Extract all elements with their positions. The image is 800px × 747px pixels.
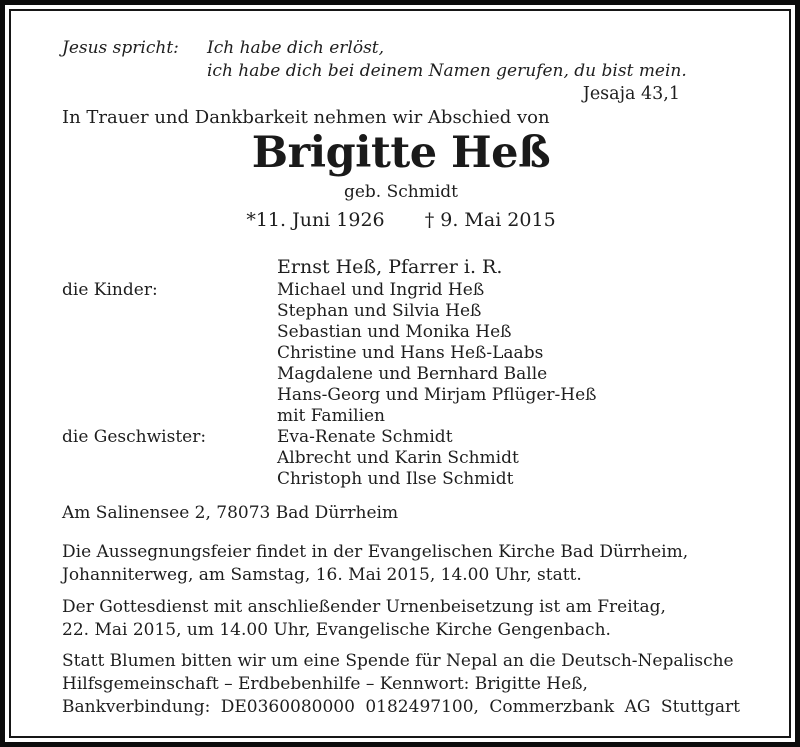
mourner-row [62, 280, 740, 301]
mourner-label [62, 343, 277, 364]
mourner-name: Sebastian und Monika Heß [277, 322, 512, 342]
burial-paragraph [62, 596, 740, 642]
mourner-label [62, 254, 277, 280]
burial-line-2: 22. Mai 2015, um 14.00 Uhr, Evangelische Kirche Gengenbach. [62, 620, 611, 640]
mourner-name: mit Familien [277, 406, 386, 426]
mourner-row [62, 385, 740, 406]
quote-lines [207, 37, 687, 83]
quote-source-reference: Jesaja 43,1 [582, 84, 680, 104]
family-address: Am Salinensee 2, 78073 Bad Dürrheim [62, 503, 399, 523]
deceased-name: Brigitte Heß [251, 128, 551, 178]
mourner-name: Christoph und Ilse Schmidt [277, 469, 514, 489]
inner-border-frame [9, 9, 791, 738]
service-paragraph [62, 541, 740, 587]
bank-details-line: Bankverbindung: DE0360080000 0182497100, Commerzbank AG Stuttgart [62, 697, 740, 717]
mourner-label [62, 469, 277, 490]
life-dates [62, 209, 740, 232]
frame-white-gap [5, 5, 795, 742]
mourner-label [62, 364, 277, 385]
service-line-1: Die Aussegnungsfeier findet in der Evangelischen Kirche Bad Dürrheim, [62, 542, 689, 562]
donation-line-1: Statt Blumen bitten wir um eine Spende für Nepal an die Deutsch-Nepalische [62, 651, 734, 671]
quote-line-2: ich habe dich bei deinem Namen gerufen, du bist mein. [207, 61, 687, 81]
mourner-name: Ernst Heß, Pfarrer i. R. [277, 256, 503, 278]
mourner-row [62, 406, 740, 427]
mourner-label: die Geschwister: [62, 427, 207, 447]
mourner-label [62, 322, 277, 343]
mourner-name: Magdalene und Bernhard Balle [277, 364, 548, 384]
burial-line-1: Der Gottesdienst mit anschließender Urnenbeisetzung ist am Freitag, [62, 597, 666, 617]
quote-speaker-label: Jesus spricht: [62, 38, 179, 58]
mourner-name: Christine und Hans Heß-Laabs [277, 343, 544, 363]
donation-paragraph [62, 650, 740, 719]
mourner-row [62, 343, 740, 364]
maiden-name: geb. Schmidt [343, 182, 459, 202]
quote-line-1: Ich habe dich erlöst, [207, 38, 385, 58]
mourner-name: Michael und Ingrid Heß [277, 280, 485, 300]
mourner-name: Hans-Georg und Mirjam Pflüger-Heß [277, 385, 597, 405]
obituary-content [11, 11, 789, 719]
death-date: † 9. Mai 2015 [424, 209, 556, 231]
mourner-label [62, 448, 277, 469]
scripture-quote [62, 37, 740, 83]
mourner-row [62, 301, 740, 322]
mourner-label [62, 385, 277, 406]
mourner-row [62, 364, 740, 385]
mourner-row [62, 448, 740, 469]
mourner-label: die Kinder: [62, 280, 158, 300]
mourner-label [62, 406, 277, 427]
birth-date: *11. Juni 1926 [246, 209, 385, 231]
mourners-list [62, 254, 740, 490]
intro-line: In Trauer und Dankbarkeit nehmen wir Abschied von [62, 107, 550, 128]
mourner-label [62, 301, 277, 322]
donation-line-2: Hilfsgemeinschaft – Erdbebenhilfe – Kennwort: Brigitte Heß, [62, 674, 588, 694]
mourner-row [62, 322, 740, 343]
mourner-row [62, 427, 740, 448]
service-line-2: Johanniterweg, am Samstag, 16. Mai 2015, 14.00 Uhr, statt. [62, 565, 582, 585]
mourner-row [62, 469, 740, 490]
mourner-name: Albrecht und Karin Schmidt [277, 448, 519, 468]
mourner-row [62, 254, 740, 280]
mourner-name: Eva-Renate Schmidt [277, 427, 453, 447]
mourner-name: Stephan und Silvia Heß [277, 301, 482, 321]
